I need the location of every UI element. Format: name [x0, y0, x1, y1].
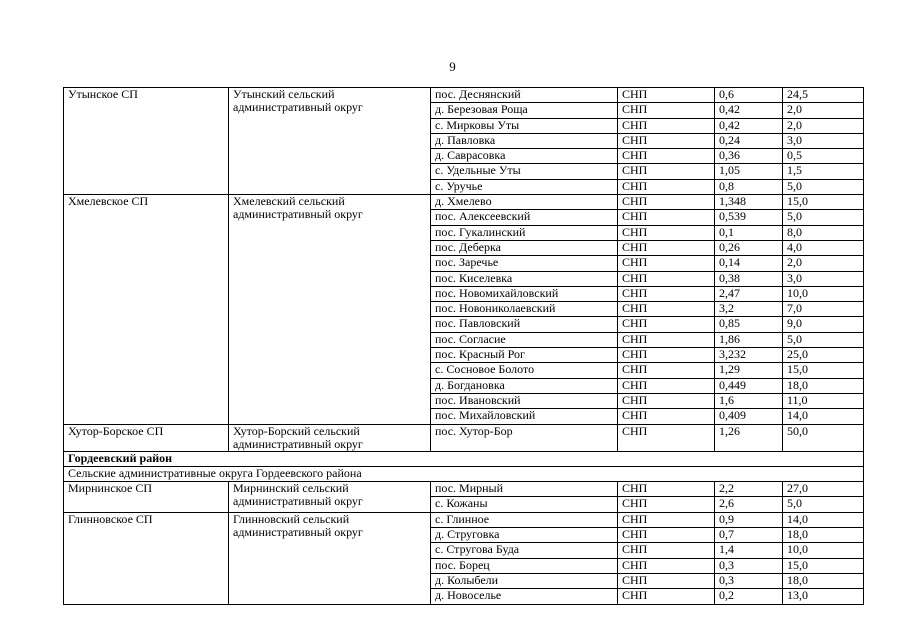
population-cell: 14,0	[783, 409, 864, 424]
category-cell: СНП	[618, 225, 715, 240]
category-cell: СНП	[618, 179, 715, 194]
area-cell: 0,539	[715, 210, 783, 225]
settlement-cell: д. Березовая Роща	[431, 103, 618, 118]
category-cell: СНП	[618, 558, 715, 573]
area-cell: 0,8	[715, 179, 783, 194]
okrug-name-cell: Хутор-Борский сельский административный округ	[229, 424, 431, 451]
settlement-cell: пос. Ивановский	[431, 393, 618, 408]
settlement-cell: пос. Деснянский	[431, 88, 618, 103]
category-cell: СНП	[618, 256, 715, 271]
population-cell: 3,0	[783, 271, 864, 286]
settlement-cell: пос. Гукалинский	[431, 225, 618, 240]
sp-name-cell: Глинновское СП	[64, 512, 229, 604]
category-cell: СНП	[618, 118, 715, 133]
okrug-name-cell: Утынский сельский административный округ	[229, 88, 431, 195]
population-cell: 15,0	[783, 558, 864, 573]
area-cell: 0,449	[715, 378, 783, 393]
category-cell: СНП	[618, 302, 715, 317]
settlement-cell: пос. Заречье	[431, 256, 618, 271]
category-cell: СНП	[618, 286, 715, 301]
settlement-cell: пос. Алексеевский	[431, 210, 618, 225]
area-cell: 3,232	[715, 348, 783, 363]
area-cell: 0,9	[715, 512, 783, 527]
population-cell: 2,0	[783, 256, 864, 271]
sp-name-cell: Хмелевское СП	[64, 195, 229, 424]
category-cell: СНП	[618, 240, 715, 255]
category-cell: СНП	[618, 103, 715, 118]
area-cell: 1,05	[715, 164, 783, 179]
area-cell: 0,36	[715, 149, 783, 164]
population-cell: 3,0	[783, 133, 864, 148]
population-cell: 8,0	[783, 225, 864, 240]
area-cell: 0,85	[715, 317, 783, 332]
settlement-cell: д. Струговка	[431, 528, 618, 543]
population-cell: 10,0	[783, 543, 864, 558]
settlement-cell: пос. Новониколаевский	[431, 302, 618, 317]
okrug-name-cell: Глинновский сельский административный округ	[229, 512, 431, 604]
settlement-cell: с. Сосновое Болото	[431, 363, 618, 378]
settlement-cell: с. Мирковы Уты	[431, 118, 618, 133]
population-cell: 9,0	[783, 317, 864, 332]
category-cell: СНП	[618, 528, 715, 543]
area-cell: 1,86	[715, 332, 783, 347]
settlement-cell: пос. Согласие	[431, 332, 618, 347]
category-cell: СНП	[618, 348, 715, 363]
population-cell: 15,0	[783, 195, 864, 210]
okrug-name-cell: Хмелевский сельский административный округ	[229, 195, 431, 424]
settlement-cell: пос. Михайловский	[431, 409, 618, 424]
category-cell: СНП	[618, 271, 715, 286]
population-cell: 27,0	[783, 482, 864, 497]
area-cell: 0,3	[715, 573, 783, 588]
area-cell: 1,348	[715, 195, 783, 210]
category-cell: СНП	[618, 393, 715, 408]
settlement-cell: с. Кожаны	[431, 497, 618, 512]
population-cell: 0,5	[783, 149, 864, 164]
population-cell: 5,0	[783, 497, 864, 512]
population-cell: 4,0	[783, 240, 864, 255]
population-cell: 11,0	[783, 393, 864, 408]
population-cell: 14,0	[783, 512, 864, 527]
area-cell: 1,26	[715, 424, 783, 451]
population-cell: 10,0	[783, 286, 864, 301]
area-cell: 0,7	[715, 528, 783, 543]
area-cell: 0,3	[715, 558, 783, 573]
area-cell: 0,409	[715, 409, 783, 424]
category-cell: СНП	[618, 317, 715, 332]
category-cell: СНП	[618, 573, 715, 588]
area-cell: 0,6	[715, 88, 783, 103]
category-cell: СНП	[618, 409, 715, 424]
category-cell: СНП	[618, 378, 715, 393]
okrug-header: Сельские административные округа Гордеевского района	[64, 466, 864, 481]
settlement-cell: с. Глинное	[431, 512, 618, 527]
settlement-cell: пос. Деберка	[431, 240, 618, 255]
settlement-cell: с. Стругова Буда	[431, 543, 618, 558]
settlement-cell: д. Павловка	[431, 133, 618, 148]
table-row	[64, 424, 864, 451]
category-cell: СНП	[618, 363, 715, 378]
area-cell: 0,38	[715, 271, 783, 286]
category-cell: СНП	[618, 482, 715, 497]
population-cell: 18,0	[783, 573, 864, 588]
settlement-cell: с. Удельные Уты	[431, 164, 618, 179]
category-cell: СНП	[618, 149, 715, 164]
category-cell: СНП	[618, 133, 715, 148]
category-cell: СНП	[618, 195, 715, 210]
district-header-row	[64, 451, 864, 466]
area-cell: 0,26	[715, 240, 783, 255]
settlement-cell: д. Саврасовка	[431, 149, 618, 164]
category-cell: СНП	[618, 589, 715, 604]
table-row	[64, 88, 864, 103]
settlement-cell: д. Богдановка	[431, 378, 618, 393]
category-cell: СНП	[618, 332, 715, 347]
area-cell: 1,6	[715, 393, 783, 408]
population-cell: 18,0	[783, 528, 864, 543]
settlement-cell: с. Уручье	[431, 179, 618, 194]
population-cell: 2,0	[783, 103, 864, 118]
settlement-cell: пос. Новомихайловский	[431, 286, 618, 301]
population-cell: 15,0	[783, 363, 864, 378]
area-cell: 0,2	[715, 589, 783, 604]
category-cell: СНП	[618, 164, 715, 179]
sp-name-cell: Хутор-Борское СП	[64, 424, 229, 451]
category-cell: СНП	[618, 512, 715, 527]
settlement-cell: пос. Мирный	[431, 482, 618, 497]
population-cell: 5,0	[783, 332, 864, 347]
okrug-header-row	[64, 466, 864, 481]
population-cell: 50,0	[783, 424, 864, 451]
sp-name-cell: Утынское СП	[64, 88, 229, 195]
area-cell: 0,24	[715, 133, 783, 148]
area-cell: 1,4	[715, 543, 783, 558]
category-cell: СНП	[618, 210, 715, 225]
population-cell: 25,0	[783, 348, 864, 363]
settlement-cell: пос. Борец	[431, 558, 618, 573]
sp-name-cell: Мирнинское СП	[64, 482, 229, 513]
table-row	[64, 195, 864, 210]
table-row	[64, 512, 864, 527]
area-cell: 0,42	[715, 103, 783, 118]
population-cell: 18,0	[783, 378, 864, 393]
settlements-table	[63, 87, 864, 605]
category-cell: СНП	[618, 497, 715, 512]
settlement-cell: пос. Павловский	[431, 317, 618, 332]
settlement-cell: д. Хмелево	[431, 195, 618, 210]
population-cell: 1,5	[783, 164, 864, 179]
page-number: 9	[449, 59, 456, 74]
category-cell: СНП	[618, 543, 715, 558]
population-cell: 13,0	[783, 589, 864, 604]
settlement-cell: пос. Киселевка	[431, 271, 618, 286]
okrug-name-cell: Мирнинский сельский административный округ	[229, 482, 431, 513]
population-cell: 2,0	[783, 118, 864, 133]
district-header: Гордеевский район	[64, 451, 864, 466]
population-cell: 5,0	[783, 179, 864, 194]
area-cell: 2,47	[715, 286, 783, 301]
area-cell: 3,2	[715, 302, 783, 317]
population-cell: 7,0	[783, 302, 864, 317]
area-cell: 2,6	[715, 497, 783, 512]
area-cell: 0,1	[715, 225, 783, 240]
settlement-cell: пос. Хутор-Бор	[431, 424, 618, 451]
category-cell: СНП	[618, 424, 715, 451]
settlement-cell: пос. Красный Рог	[431, 348, 618, 363]
table-row	[64, 482, 864, 497]
population-cell: 24,5	[783, 88, 864, 103]
population-cell: 5,0	[783, 210, 864, 225]
category-cell: СНП	[618, 88, 715, 103]
settlement-cell: д. Колыбели	[431, 573, 618, 588]
settlement-cell: д. Новоселье	[431, 589, 618, 604]
area-cell: 0,42	[715, 118, 783, 133]
area-cell: 1,29	[715, 363, 783, 378]
area-cell: 0,14	[715, 256, 783, 271]
area-cell: 2,2	[715, 482, 783, 497]
